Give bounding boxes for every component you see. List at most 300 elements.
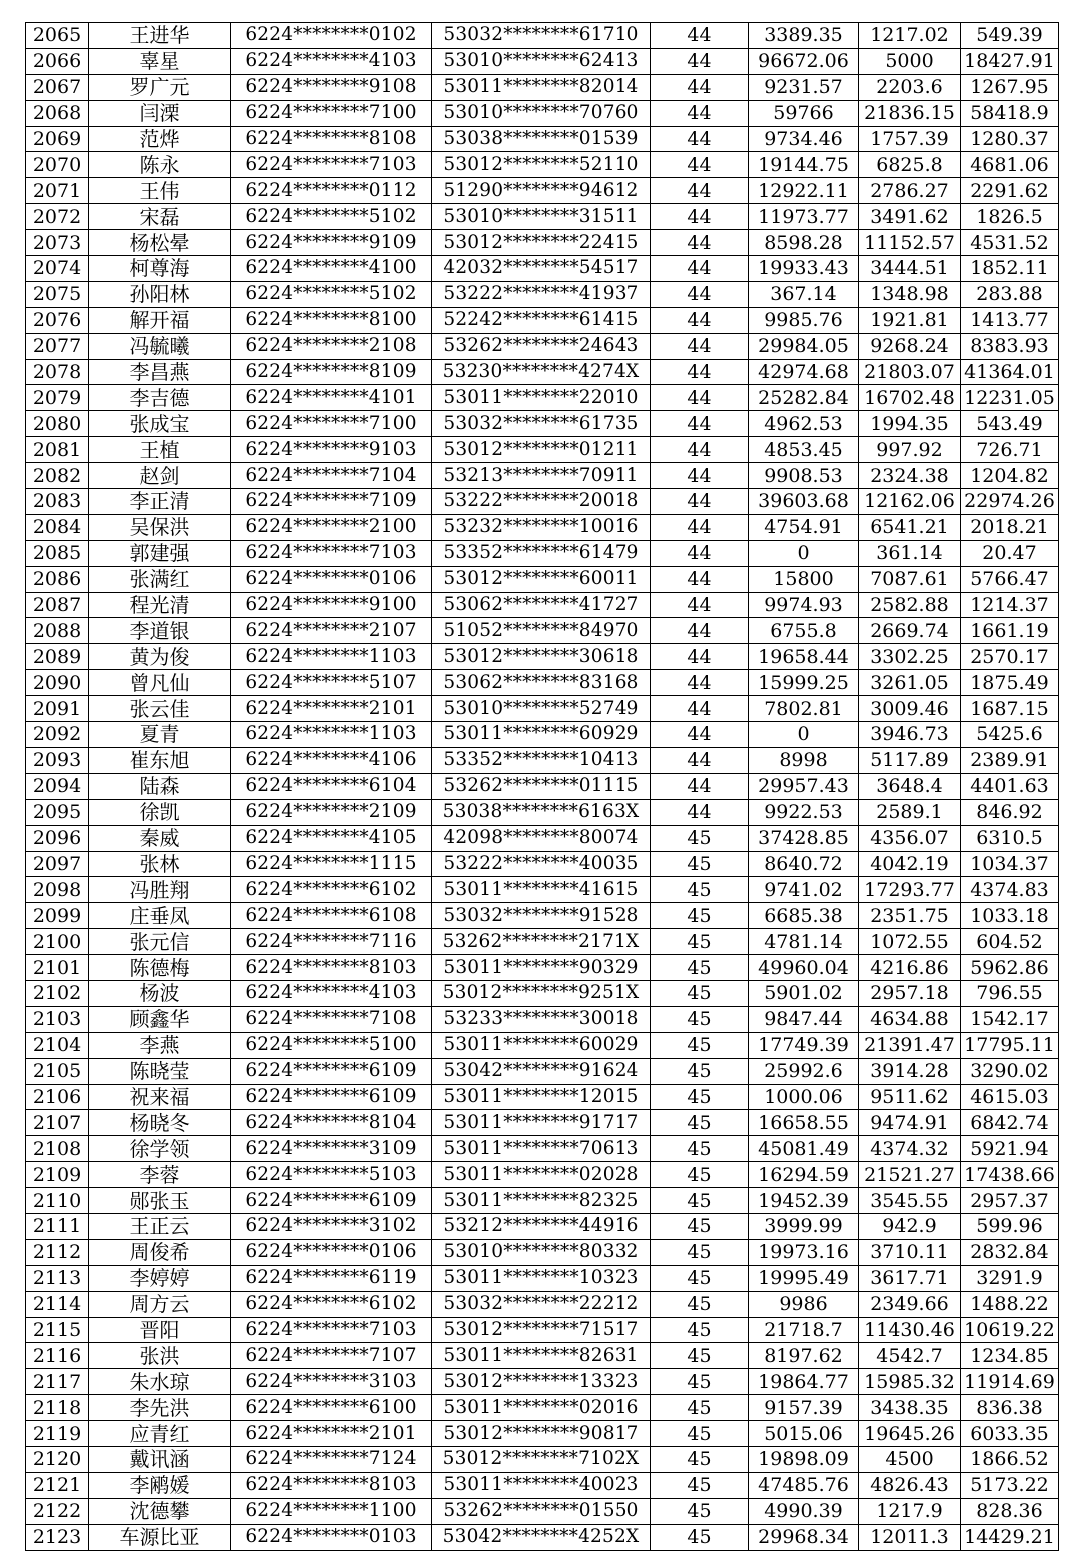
amount-2-cell: 3648.4 [859,773,961,799]
amount-3-cell: 4681.06 [961,152,1059,178]
bank-card-number-cell: 6224********6109 [231,1058,432,1084]
row-number-cell: 2111 [26,1213,89,1239]
name-cell: 李婷婷 [89,1265,231,1291]
name-cell: 黄为俊 [89,644,231,670]
table-row [26,980,1059,1006]
amount-1-cell: 9986 [749,1291,859,1317]
name-cell: 张云佳 [89,696,231,722]
group-number-cell: 44 [651,126,749,152]
amount-1-cell: 9985.76 [749,307,859,333]
row-number-cell: 2109 [26,1162,89,1188]
row-number-cell: 2079 [26,385,89,411]
table-row [26,618,1059,644]
group-number-cell: 44 [651,333,749,359]
id-number-cell: 53010********52749 [432,696,651,722]
bank-card-number-cell: 6224********3109 [231,1136,432,1162]
table-row [26,307,1059,333]
group-number-cell: 45 [651,1239,749,1265]
row-number-cell: 2067 [26,74,89,100]
id-number-cell: 53012********13323 [432,1369,651,1395]
amount-1-cell: 9922.53 [749,799,859,825]
group-number-cell: 45 [651,1136,749,1162]
amount-1-cell: 9974.93 [749,592,859,618]
bank-card-number-cell: 6224********9100 [231,592,432,618]
id-number-cell: 53012********7102X [432,1446,651,1472]
table-row [26,1524,1059,1550]
bank-card-number-cell: 6224********6100 [231,1395,432,1421]
row-number-cell: 2122 [26,1498,89,1524]
id-number-cell: 53012********22415 [432,230,651,256]
amount-1-cell: 29957.43 [749,773,859,799]
table-row [26,230,1059,256]
row-number-cell: 2104 [26,1032,89,1058]
amount-2-cell: 16702.48 [859,385,961,411]
amount-3-cell: 1034.37 [961,851,1059,877]
bank-card-number-cell: 6224********1103 [231,644,432,670]
id-number-cell: 52242********61415 [432,307,651,333]
amount-2-cell: 3617.71 [859,1265,961,1291]
id-number-cell: 53032********61710 [432,23,651,49]
bank-card-number-cell: 6224********7104 [231,463,432,489]
table-row [26,48,1059,74]
amount-3-cell: 18427.91 [961,48,1059,74]
table-body [26,23,1059,1551]
amount-3-cell: 5425.6 [961,722,1059,748]
table-row [26,929,1059,955]
amount-1-cell: 12922.11 [749,178,859,204]
group-number-cell: 44 [651,385,749,411]
row-number-cell: 2101 [26,955,89,981]
group-number-cell: 44 [651,670,749,696]
name-cell: 解开福 [89,307,231,333]
table-row [26,799,1059,825]
row-number-cell: 2073 [26,230,89,256]
id-number-cell: 53352********61479 [432,540,651,566]
bank-card-number-cell: 6224********3102 [231,1213,432,1239]
row-number-cell: 2091 [26,696,89,722]
bank-card-number-cell: 6224********2100 [231,514,432,540]
amount-1-cell: 59766 [749,100,859,126]
bank-card-number-cell: 6224********2101 [231,696,432,722]
id-number-cell: 53222********41937 [432,281,651,307]
bank-card-number-cell: 6224********0102 [231,23,432,49]
row-number-cell: 2076 [26,307,89,333]
amount-1-cell: 15999.25 [749,670,859,696]
row-number-cell: 2123 [26,1524,89,1550]
amount-1-cell: 9741.02 [749,877,859,903]
name-cell: 崔东旭 [89,747,231,773]
amount-3-cell: 2832.84 [961,1239,1059,1265]
table-row [26,333,1059,359]
table-row [26,152,1059,178]
group-number-cell: 45 [651,1421,749,1447]
bank-card-number-cell: 6224********0103 [231,1524,432,1550]
row-number-cell: 2069 [26,126,89,152]
group-number-cell: 45 [651,980,749,1006]
row-number-cell: 2068 [26,100,89,126]
amount-3-cell: 1413.77 [961,307,1059,333]
amount-3-cell: 8383.93 [961,333,1059,359]
bank-card-number-cell: 6224********6109 [231,1188,432,1214]
id-number-cell: 53011********90329 [432,955,651,981]
group-number-cell: 45 [651,1446,749,1472]
name-cell: 王进华 [89,23,231,49]
id-number-cell: 53032********61735 [432,411,651,437]
row-number-cell: 2118 [26,1395,89,1421]
id-number-cell: 53011********10323 [432,1265,651,1291]
bank-card-number-cell: 6224********5107 [231,670,432,696]
group-number-cell: 45 [651,1110,749,1136]
name-cell: 陈永 [89,152,231,178]
id-number-cell: 53212********44916 [432,1213,651,1239]
amount-2-cell: 4826.43 [859,1472,961,1498]
name-cell: 张元信 [89,929,231,955]
id-number-cell: 53011********82631 [432,1343,651,1369]
group-number-cell: 44 [651,773,749,799]
amount-2-cell: 11430.46 [859,1317,961,1343]
bank-card-number-cell: 6224********4105 [231,825,432,851]
table-row [26,1472,1059,1498]
group-number-cell: 45 [651,1213,749,1239]
bank-card-number-cell: 6224********7108 [231,1006,432,1032]
amount-1-cell: 15800 [749,566,859,592]
table-row [26,773,1059,799]
amount-2-cell: 361.14 [859,540,961,566]
id-number-cell: 53012********01211 [432,437,651,463]
group-number-cell: 45 [651,1058,749,1084]
row-number-cell: 2094 [26,773,89,799]
id-number-cell: 53011********02016 [432,1395,651,1421]
name-cell: 张满红 [89,566,231,592]
bank-card-number-cell: 6224********9103 [231,437,432,463]
amount-1-cell: 16294.59 [749,1162,859,1188]
amount-1-cell: 19898.09 [749,1446,859,1472]
table-row [26,126,1059,152]
group-number-cell: 45 [651,1188,749,1214]
name-cell: 王正云 [89,1213,231,1239]
amount-1-cell: 45081.49 [749,1136,859,1162]
amount-2-cell: 9474.91 [859,1110,961,1136]
amount-1-cell: 39603.68 [749,489,859,515]
bank-card-number-cell: 6224********4106 [231,747,432,773]
amount-1-cell: 0 [749,540,859,566]
name-cell: 李燕 [89,1032,231,1058]
name-cell: 李昌燕 [89,359,231,385]
amount-1-cell: 4990.39 [749,1498,859,1524]
amount-3-cell: 12231.05 [961,385,1059,411]
amount-1-cell: 9847.44 [749,1006,859,1032]
name-cell: 陈德梅 [89,955,231,981]
name-cell: 庄垂凤 [89,903,231,929]
amount-1-cell: 5015.06 [749,1421,859,1447]
bank-card-number-cell: 6224********1100 [231,1498,432,1524]
amount-2-cell: 9511.62 [859,1084,961,1110]
amount-2-cell: 3545.55 [859,1188,961,1214]
amount-1-cell: 29968.34 [749,1524,859,1550]
name-cell: 张成宝 [89,411,231,437]
group-number-cell: 45 [651,1524,749,1550]
bank-card-number-cell: 6224********1103 [231,722,432,748]
bank-card-number-cell: 6224********6108 [231,903,432,929]
bank-card-number-cell: 6224********6102 [231,1291,432,1317]
group-number-cell: 45 [651,1162,749,1188]
name-cell: 周俊希 [89,1239,231,1265]
amount-1-cell: 19933.43 [749,256,859,282]
name-cell: 晋阳 [89,1317,231,1343]
id-number-cell: 53262********24643 [432,333,651,359]
bank-card-number-cell: 6224********7100 [231,411,432,437]
name-cell: 顾鑫华 [89,1006,231,1032]
group-number-cell: 44 [651,437,749,463]
group-number-cell: 45 [651,1006,749,1032]
row-number-cell: 2089 [26,644,89,670]
row-number-cell: 2114 [26,1291,89,1317]
bank-card-number-cell: 6224********4100 [231,256,432,282]
group-number-cell: 45 [651,903,749,929]
group-number-cell: 45 [651,1472,749,1498]
amount-1-cell: 0 [749,722,859,748]
amount-2-cell: 17293.77 [859,877,961,903]
row-number-cell: 2090 [26,670,89,696]
group-number-cell: 44 [651,307,749,333]
id-number-cell: 53213********70911 [432,463,651,489]
amount-1-cell: 1000.06 [749,1084,859,1110]
amount-1-cell: 9908.53 [749,463,859,489]
table-row [26,1188,1059,1214]
id-number-cell: 53011********82014 [432,74,651,100]
id-number-cell: 53012********9251X [432,980,651,1006]
row-number-cell: 2097 [26,851,89,877]
amount-2-cell: 9268.24 [859,333,961,359]
amount-3-cell: 6310.5 [961,825,1059,851]
bank-card-number-cell: 6224********8100 [231,307,432,333]
bank-card-number-cell: 6224********5103 [231,1162,432,1188]
id-number-cell: 53032********22212 [432,1291,651,1317]
bank-card-number-cell: 6224********8104 [231,1110,432,1136]
row-number-cell: 2115 [26,1317,89,1343]
row-number-cell: 2087 [26,592,89,618]
amount-3-cell: 1204.82 [961,463,1059,489]
name-cell: 冯胜翔 [89,877,231,903]
group-number-cell: 45 [651,1032,749,1058]
amount-2-cell: 3710.11 [859,1239,961,1265]
bank-card-number-cell: 6224********7100 [231,100,432,126]
amount-1-cell: 7802.81 [749,696,859,722]
amount-3-cell: 58418.9 [961,100,1059,126]
amount-3-cell: 22974.26 [961,489,1059,515]
row-number-cell: 2075 [26,281,89,307]
name-cell: 范烨 [89,126,231,152]
bank-card-number-cell: 6224********4103 [231,980,432,1006]
amount-2-cell: 1757.39 [859,126,961,152]
amount-3-cell: 543.49 [961,411,1059,437]
amount-2-cell: 6541.21 [859,514,961,540]
amount-3-cell: 846.92 [961,799,1059,825]
amount-3-cell: 4401.63 [961,773,1059,799]
amount-2-cell: 2324.38 [859,463,961,489]
group-number-cell: 45 [651,1395,749,1421]
amount-3-cell: 828.36 [961,1498,1059,1524]
id-number-cell: 51052********84970 [432,618,651,644]
id-number-cell: 53011********60929 [432,722,651,748]
group-number-cell: 44 [651,411,749,437]
amount-3-cell: 10619.22 [961,1317,1059,1343]
id-number-cell: 53038********6163X [432,799,651,825]
table-row [26,1446,1059,1472]
amount-3-cell: 14429.21 [961,1524,1059,1550]
amount-2-cell: 1921.81 [859,307,961,333]
amount-2-cell: 4374.32 [859,1136,961,1162]
amount-2-cell: 3444.51 [859,256,961,282]
amount-1-cell: 6685.38 [749,903,859,929]
amount-3-cell: 5962.86 [961,955,1059,981]
bank-card-number-cell: 6224********6102 [231,877,432,903]
amount-2-cell: 21803.07 [859,359,961,385]
amount-3-cell: 5921.94 [961,1136,1059,1162]
table-row [26,566,1059,592]
amount-2-cell: 3009.46 [859,696,961,722]
id-number-cell: 53232********10016 [432,514,651,540]
name-cell: 祝来福 [89,1084,231,1110]
group-number-cell: 45 [651,1317,749,1343]
id-number-cell: 53011********60029 [432,1032,651,1058]
amount-3-cell: 1214.37 [961,592,1059,618]
amount-2-cell: 11152.57 [859,230,961,256]
row-number-cell: 2108 [26,1136,89,1162]
group-number-cell: 45 [651,1343,749,1369]
table-row [26,1136,1059,1162]
amount-2-cell: 2349.66 [859,1291,961,1317]
group-number-cell: 45 [651,1084,749,1110]
table-row [26,1006,1059,1032]
amount-3-cell: 17438.66 [961,1162,1059,1188]
name-cell: 孙阳林 [89,281,231,307]
amount-3-cell: 549.39 [961,23,1059,49]
row-number-cell: 2100 [26,929,89,955]
row-number-cell: 2096 [26,825,89,851]
row-number-cell: 2088 [26,618,89,644]
amount-1-cell: 29984.05 [749,333,859,359]
table-row [26,877,1059,903]
name-cell: 宋磊 [89,204,231,230]
id-number-cell: 53012********60011 [432,566,651,592]
amount-3-cell: 796.55 [961,980,1059,1006]
amount-2-cell: 21836.15 [859,100,961,126]
amount-3-cell: 17795.11 [961,1032,1059,1058]
id-number-cell: 53262********01115 [432,773,651,799]
bank-card-number-cell: 6224********9108 [231,74,432,100]
bank-card-number-cell: 6224********7109 [231,489,432,515]
group-number-cell: 44 [651,618,749,644]
group-number-cell: 44 [651,281,749,307]
amount-2-cell: 5000 [859,48,961,74]
row-number-cell: 2092 [26,722,89,748]
amount-1-cell: 19452.39 [749,1188,859,1214]
table-row [26,1343,1059,1369]
amount-1-cell: 37428.85 [749,825,859,851]
group-number-cell: 44 [651,747,749,773]
amount-3-cell: 2389.91 [961,747,1059,773]
table-row [26,670,1059,696]
bank-card-number-cell: 6224********4103 [231,48,432,74]
name-cell: 程光清 [89,592,231,618]
bank-card-number-cell: 6224********2107 [231,618,432,644]
row-number-cell: 2116 [26,1343,89,1369]
id-number-cell: 53011********22010 [432,385,651,411]
name-cell: 张林 [89,851,231,877]
row-number-cell: 2084 [26,514,89,540]
name-cell: 夏青 [89,722,231,748]
table-row [26,1291,1059,1317]
amount-1-cell: 4781.14 [749,929,859,955]
table-row [26,463,1059,489]
amount-1-cell: 49960.04 [749,955,859,981]
amount-2-cell: 3491.62 [859,204,961,230]
amount-1-cell: 8640.72 [749,851,859,877]
id-number-cell: 53038********01539 [432,126,651,152]
bank-card-number-cell: 6224********7116 [231,929,432,955]
id-number-cell: 53012********71517 [432,1317,651,1343]
amount-1-cell: 96672.06 [749,48,859,74]
amount-3-cell: 20.47 [961,540,1059,566]
group-number-cell: 45 [651,1265,749,1291]
group-number-cell: 44 [651,644,749,670]
table-row [26,851,1059,877]
row-number-cell: 2121 [26,1472,89,1498]
amount-1-cell: 4754.91 [749,514,859,540]
amount-2-cell: 4216.86 [859,955,961,981]
amount-2-cell: 2351.75 [859,903,961,929]
bank-card-number-cell: 6224********9109 [231,230,432,256]
table-row [26,955,1059,981]
amount-1-cell: 19658.44 [749,644,859,670]
name-cell: 应青红 [89,1421,231,1447]
row-number-cell: 2072 [26,204,89,230]
group-number-cell: 44 [651,100,749,126]
table-row [26,411,1059,437]
table-row [26,514,1059,540]
row-number-cell: 2095 [26,799,89,825]
group-number-cell: 44 [651,230,749,256]
amount-3-cell: 2291.62 [961,178,1059,204]
name-cell: 李正清 [89,489,231,515]
amount-2-cell: 3302.25 [859,644,961,670]
amount-1-cell: 9734.46 [749,126,859,152]
group-number-cell: 44 [651,696,749,722]
amount-3-cell: 283.88 [961,281,1059,307]
bank-card-number-cell: 6224********8109 [231,359,432,385]
amount-3-cell: 4531.52 [961,230,1059,256]
name-cell: 李吉德 [89,385,231,411]
amount-2-cell: 1217.9 [859,1498,961,1524]
row-number-cell: 2093 [26,747,89,773]
amount-1-cell: 6755.8 [749,618,859,644]
name-cell: 冯毓曦 [89,333,231,359]
row-number-cell: 2117 [26,1369,89,1395]
group-number-cell: 44 [651,152,749,178]
id-number-cell: 53011********40023 [432,1472,651,1498]
name-cell: 杨波 [89,980,231,1006]
bank-card-number-cell: 6224********0106 [231,566,432,592]
data-table [25,22,1059,1551]
id-number-cell: 42032********54517 [432,256,651,282]
id-number-cell: 53222********40035 [432,851,651,877]
table-row [26,722,1059,748]
row-number-cell: 2083 [26,489,89,515]
id-number-cell: 53011********02028 [432,1162,651,1188]
amount-1-cell: 47485.76 [749,1472,859,1498]
group-number-cell: 45 [651,851,749,877]
